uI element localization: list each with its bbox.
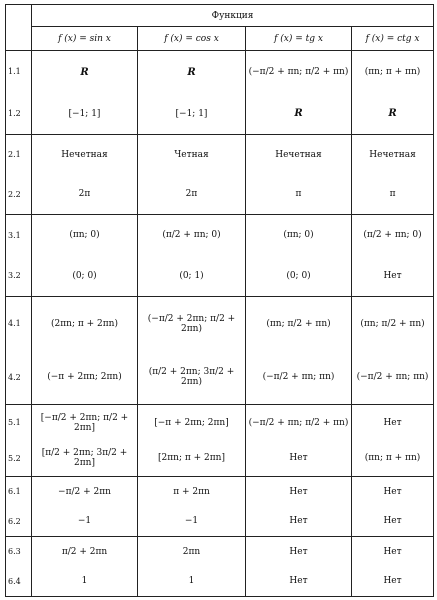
cell-value: (−π/2 + πn; πn): [262, 372, 335, 383]
cell-value: [−1; 1]: [68, 108, 101, 119]
cell-value: 1: [188, 576, 195, 587]
row-number: 2.2: [8, 189, 21, 199]
cell-value: (0; 0): [72, 270, 97, 281]
cell-value: [−π/2 + 2πn; π/2 + 2πn]: [40, 412, 129, 433]
cell-value: π: [295, 189, 302, 200]
row-number: 6.4: [8, 576, 21, 586]
cell-value: (π/2 + πn; 0): [363, 230, 422, 241]
table-row: [6, 477, 434, 537]
cell-value: 2π: [185, 189, 198, 200]
row-number: 4.1: [8, 319, 21, 329]
table-row: [6, 215, 434, 297]
table-row: [6, 537, 434, 597]
cell-value: [π/2 + 2πn; 3π/2 + 2πn]: [41, 448, 128, 469]
row-number: 3.2: [8, 271, 21, 281]
cell-value: Нет: [383, 516, 402, 527]
cell-value: Нет: [383, 417, 402, 428]
row-number: 1.2: [8, 108, 21, 118]
cell-value: −1: [184, 516, 199, 527]
cell-value: (−π/2 + πn; πn): [356, 372, 429, 383]
cell-value: Нечетная: [61, 149, 108, 160]
cell-value: 1: [81, 576, 88, 587]
cell-value: π: [389, 189, 396, 200]
cell-value: Нечетная: [275, 149, 322, 160]
column-header-sin: f (x) = sin x: [32, 27, 138, 51]
row-number: 6.3: [8, 547, 21, 557]
cell-value: [−π + 2πn; 2πn]: [154, 417, 229, 428]
cell-value: R: [80, 66, 89, 78]
cell-value: Четная: [174, 149, 209, 160]
cell-value: π/2 + 2πn: [61, 546, 108, 557]
cell-value: (πn; π/2 + πn): [360, 318, 425, 329]
cell-value: (−π/2 + 2πn; π/2 + 2πn): [147, 313, 236, 334]
cell-value: Нет: [383, 576, 402, 587]
row-number: 2.1: [8, 150, 21, 160]
cell-value: (πn; π + πn): [364, 66, 421, 77]
row-number: 6.2: [8, 516, 21, 526]
cell-value: (0; 0): [286, 270, 311, 281]
column-header-tg: f (x) = tg x: [246, 27, 352, 51]
table-row: [6, 297, 434, 405]
row-number: 4.2: [8, 372, 21, 382]
cell-value: −1: [77, 516, 92, 527]
cell-value: 2π: [78, 189, 91, 200]
column-header-cos: f (x) = cos x: [138, 27, 246, 51]
cell-value: Нет: [289, 453, 308, 464]
cell-value: (−π/2 + πn; π/2 + πn): [248, 417, 349, 428]
cell-value: −π/2 + 2πn: [58, 486, 111, 497]
cell-value: Нет: [383, 270, 402, 281]
cell-value: Нет: [289, 576, 308, 587]
table-row: [6, 51, 434, 135]
cell-value: Нет: [383, 546, 402, 557]
cell-value: (−π/2 + πn; π/2 + πn): [248, 66, 349, 77]
cell-value: [2πn; π + 2πn]: [158, 453, 225, 464]
cell-value: (π/2 + 2πn; 3π/2 + 2πn): [148, 367, 235, 388]
table-row: [6, 405, 434, 477]
cell-value: π + 2πn: [173, 486, 210, 497]
cell-value: (−π + 2πn; 2πn): [47, 372, 122, 383]
row-number: 5.1: [8, 418, 21, 428]
cell-value: R: [294, 107, 303, 119]
row-number: 3.1: [8, 230, 21, 240]
corner-cell: [6, 5, 32, 51]
cell-value: Нет: [289, 546, 308, 557]
row-number: 6.1: [8, 487, 21, 497]
cell-value: Нечетная: [369, 149, 416, 160]
cell-value: 2πn: [182, 546, 201, 557]
cell-value: (πn; π/2 + πn): [266, 318, 331, 329]
cell-value: R: [388, 107, 397, 119]
cell-value: (0; 1): [179, 270, 204, 281]
cell-value: Нет: [383, 486, 402, 497]
cell-value: (πn; 0): [283, 230, 314, 241]
cell-value: (π/2 + πn; 0): [162, 230, 221, 241]
table-row: [6, 135, 434, 215]
cell-value: (πn; π + πn): [364, 453, 421, 464]
row-number: 5.2: [8, 453, 21, 463]
cell-value: Нет: [289, 486, 308, 497]
cell-value: (πn; 0): [69, 230, 100, 241]
column-header-ctg: f (x) = ctg x: [352, 27, 434, 51]
cell-value: Нет: [289, 516, 308, 527]
header-title: Функция: [32, 5, 434, 27]
cell-value: (2πn; π + 2πn): [51, 318, 118, 329]
trig-functions-table: [5, 4, 434, 597]
cell-value: R: [187, 66, 196, 78]
row-number: 1.1: [8, 67, 21, 77]
cell-value: [−1; 1]: [175, 108, 208, 119]
